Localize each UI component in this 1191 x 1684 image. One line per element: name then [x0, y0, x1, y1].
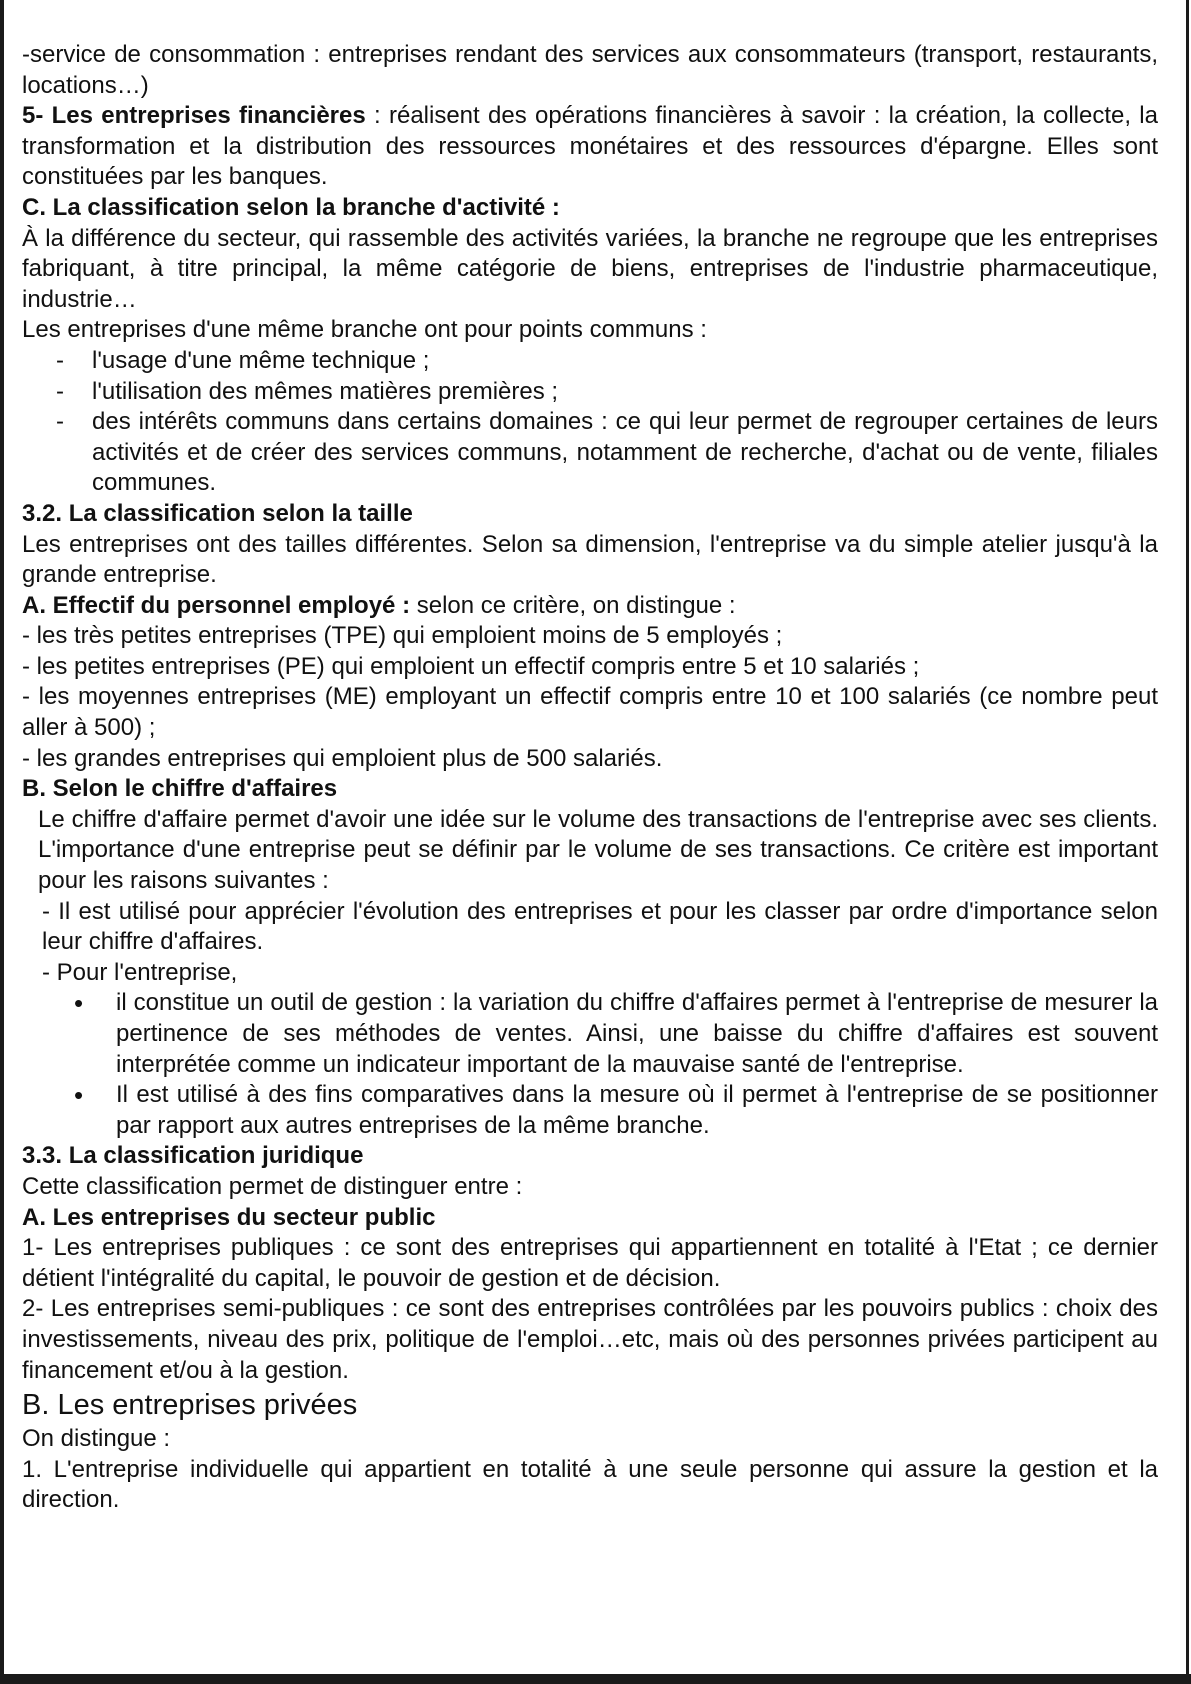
paragraph-chiffre-affaires-2: - Il est utilisé pour apprécier l'évolution des entreprises et pour les classer par ordre d'importance selon leur chiffre d'affaires.	[42, 897, 1158, 956]
page-border-bottom	[0, 1674, 1191, 1684]
paragraph-entreprise-individuelle: 1. L'entreprise individuelle qui appartient en totalité à une seule personne qui assure la gestion et la direction.	[22, 1455, 1158, 1514]
list-item: - des intérêts communs dans certains domaines : ce qui leur permet de regrouper certaines de leurs activités et de créer des services communs, notamment de recherche, d'achat ou de vente, filiales communes.	[92, 407, 1158, 499]
paragraph-juridique: Cette classification permet de distinguer entre :	[22, 1172, 523, 1200]
page-border-right	[1186, 0, 1189, 1684]
heading-entreprises-privees: B. Les entreprises privées	[22, 1389, 358, 1422]
paragraph-entreprises-publiques: 1- Les entreprises publiques : ce sont des entreprises qui appartiennent en totalité à l'Etat ; ce dernier détient l'intégralité du capital, le pouvoir de gestion et de décision.	[22, 1234, 1158, 1292]
list-item: • il constitue un outil de gestion : la variation du chiffre d'affaires permet à l'entreprise de mesurer la pertinence de ses méthodes de ventes. Ainsi, une baisse du chiffre d'affaires est souvent interprétée comme un indicateur important de la mauvaise santé de l'entreprise.	[116, 988, 1158, 1080]
list-item: - l'usage d'une même technique ;	[92, 346, 1158, 377]
list-points-communs	[22, 346, 1158, 499]
heading-entreprises-financieres: 5- Les entreprises financières	[22, 102, 366, 130]
heading-effectif: A. Effectif du personnel employé :	[22, 591, 411, 619]
list-item-pe: - les petites entreprises (PE) qui emploient un effectif compris entre 5 et 10 salariés ;	[22, 652, 920, 680]
heading-secteur-public: A. Les entreprises du secteur public	[22, 1203, 436, 1231]
paragraph-taille: Les entreprises ont des tailles différentes. Selon sa dimension, l'entreprise va du simple atelier jusqu'à la grande entreprise.	[22, 530, 1158, 589]
paragraph-effectif	[22, 591, 1158, 622]
document-page	[22, 40, 1158, 1516]
text-effectif: selon ce critère, on distingue :	[410, 591, 736, 619]
list-item: - l'utilisation des mêmes matières premières ;	[92, 377, 1158, 408]
paragraph-points-communs: Les entreprises d'une même branche ont pour points communs :	[22, 316, 707, 344]
heading-classification-juridique: 3.3. La classification juridique	[22, 1142, 364, 1170]
list-chiffre-affaires	[22, 988, 1158, 1141]
paragraph-entreprises-semi-publiques: 2- Les entreprises semi-publiques : ce sont des entreprises contrôlées par les pouvoirs publics : choix des investissements, niveau des prix, politique de l'emploi…etc, mais où des personnes privées participent au financement et/ou à la gestion.	[22, 1295, 1158, 1384]
list-item: • Il est utilisé à des fins comparatives dans la mesure où il permet à l'entreprise de se positionner par rapport aux autres entreprises de la même branche.	[116, 1080, 1158, 1141]
paragraph-service-consommation: -service de consommation : entreprises rendant des services aux consommateurs (transport, restaurants, locations…)	[22, 41, 1158, 99]
list-item-me: - les moyennes entreprises (ME) employant un effectif compris entre 10 et 100 salariés (ce nombre peut aller à 500) ;	[22, 683, 1158, 742]
heading-classification-taille: 3.2. La classification selon la taille	[22, 499, 413, 527]
paragraph-pour-entreprise: - Pour l'entreprise,	[42, 958, 238, 986]
list-item-tpe: - les très petites entreprises (TPE) qui emploient moins de 5 employés ;	[22, 622, 783, 650]
paragraph-branche-definition: À la différence du secteur, qui rassemble des activités variées, la branche ne regroupe que les entreprises fabriquant, à titre principal, la même catégorie de biens, entreprises de l'industrie pharmaceutique, industrie…	[22, 224, 1158, 313]
list-item-ge: - les grandes entreprises qui emploient plus de 500 salariés.	[22, 744, 663, 772]
page-border-left	[0, 0, 4, 1684]
paragraph-on-distingue: On distingue :	[22, 1425, 171, 1453]
heading-classification-branche: C. La classification selon la branche d'activité :	[22, 193, 560, 221]
paragraph-entreprises-financieres	[22, 101, 1158, 193]
paragraph-chiffre-affaires-1: Le chiffre d'affaire permet d'avoir une idée sur le volume des transactions de l'entreprise avec ses clients. L'importance d'une entreprise peut se définir par le volume de ses transactions. Ce critère est important pour les raisons suivantes :	[38, 805, 1158, 895]
text-entreprises-financieres: : réalisent des opérations financières à savoir : la création, la collecte, la transformation et la distribution des ressources monétaires et des ressources d'épargne. Elles sont constituées par les banques.	[22, 102, 1158, 191]
heading-chiffre-affaires: B. Selon le chiffre d'affaires	[22, 775, 338, 803]
